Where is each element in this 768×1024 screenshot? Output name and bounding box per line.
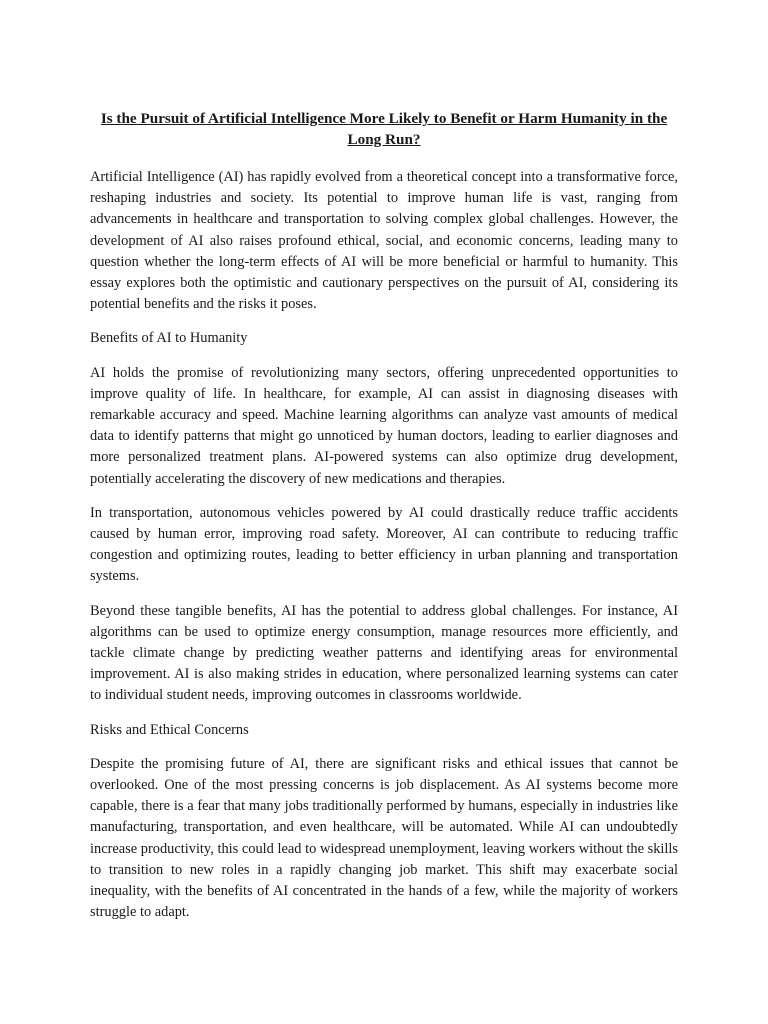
benefits-paragraph-healthcare: AI holds the promise of revolutionizing many sectors, offering unprecedented opportunities to improve quality of life. In healthcare, for example, AI can assist in diagnosing diseases with remarkable accuracy and speed. Machine learning algorithms can analyze vast amounts of medical data to identify patterns that might go unnoticed by human doctors, leading to earlier diagnoses and more personalized treatment plans. AI-powered systems can also optimize drug development, potentially accelerating the discovery of new medications and therapies. bbox=[90, 364, 678, 487]
risks-paragraph-job-displacement: Despite the promising future of AI, there are significant risks and ethical issues that cannot be overlooked. One of the most pressing concerns is job displacement. As AI systems become more capable, there is a fear that many jobs traditionally performed by humans, especially in industries like manufacturing, transportation, and even healthcare, will be automated. While AI can undoubtedly increase productivity, this could lead to widespread unemployment, leaving workers without the skills to transition to new roles in a rapidly changing job market. This shift may exacerbate social inequality, with the benefits of AI concentrated in the hands of a few, while the majority of workers struggle to adapt. bbox=[90, 755, 678, 921]
document-title: Is the Pursuit of Artificial Intelligence More Likely to Benefit or Harm Humanity in the Long Run? bbox=[100, 110, 668, 148]
benefits-paragraph-global-challenges: Beyond these tangible benefits, AI has the potential to address global challenges. For instance, AI algorithms can be used to optimize energy consumption, manage resources more efficiently, and tackle climate change by predicting weather patterns and identifying areas for environmental improvement. AI is also making strides in education, where personalized learning systems can cater to individual student needs, improving outcomes in classrooms worldwide. bbox=[90, 602, 678, 704]
benefits-heading: Benefits of AI to Humanity bbox=[90, 330, 248, 347]
intro-paragraph: Artificial Intelligence (AI) has rapidly evolved from a theoretical concept into a transformative force, reshaping industries and society. Its potential to improve human life is vast, ranging from advancements in healthcare and transportation to solving complex global challenges. However, the development of AI also raises profound ethical, social, and economic concerns, leading many to question whether the long-term effects of AI will be more beneficial or harmful to humanity. This essay explores both the optimistic and cautionary perspectives on the pursuit of AI, considering its potential benefits and the risks it poses. bbox=[90, 169, 678, 313]
risks-heading: Risks and Ethical Concerns bbox=[90, 721, 249, 738]
benefits-paragraph-transportation: In transportation, autonomous vehicles powered by AI could drastically reduce traffic accidents caused by human error, improving road safety. Moreover, AI can contribute to reducing traffic congestion and optimizing routes, leading to better efficiency in urban planning and transportation systems. bbox=[90, 504, 678, 585]
